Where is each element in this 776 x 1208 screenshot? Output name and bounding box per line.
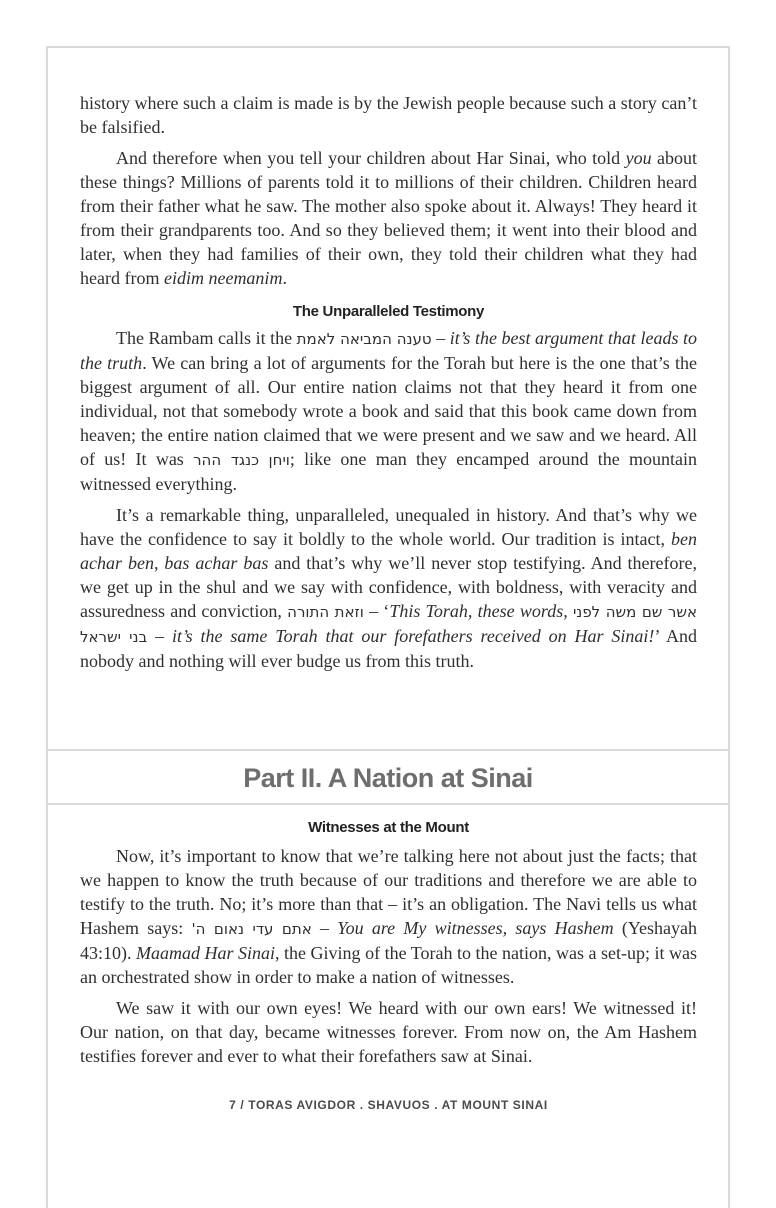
page-footer: 7 / TORAS AVIGDOR . SHAVUOS . AT MOUNT SINAI (229, 1098, 548, 1112)
text-run: And therefore when you tell your children about Har Sinai, who told (116, 148, 626, 168)
text-run: about these things? Millions of parents told it to millions of their children. Children heard from their father what he saw. The mother also spoke about it. Always! They heard it from their grandparents too. And so they believed them; it went into their blood and later, when they had families of their own, they told their children what they had heard from (80, 148, 698, 288)
text-run: , (153, 553, 165, 573)
text-run: Now, it’s important to know that we’re talking here not about just the facts; that we happen to know the truth because of our traditions and therefore we are able to testify to the truth. No; it’s more than that – it’s an obligation. The Navi tells us what Hashem says: (80, 846, 697, 938)
paragraph-group-2 (80, 326, 697, 673)
body-paragraph (80, 146, 697, 290)
italic-phrase: eidim neemanim (163, 268, 283, 288)
subheading-unparalleled-testimony: The Unparalleled Testimony (292, 303, 485, 320)
italic-phrase: You are My witnesses, says Hashem (337, 918, 614, 938)
paragraph-group-1 (80, 91, 697, 290)
text-run: . (282, 268, 287, 288)
hebrew-quote: אתם עדי נאום ה' (191, 920, 312, 938)
bottom-section (48, 805, 728, 1112)
text-run: – (431, 328, 450, 348)
italic-phrase: ben achar ben (80, 529, 697, 573)
text-run: and that’s why we’ll never stop testifying. And therefore, we get up in the shul and we say with confidence, with boldness, with veracity and assuredness and conviction, (80, 553, 697, 621)
italic-phrase: it’s the same Torah that our forefathers received on Har Sinai! (171, 626, 655, 646)
text-run: , the Giving of the Torah to the nation, was a set-up; it was an orchestrated show in order to make a nation of witnesses. (80, 943, 698, 987)
part-header (48, 751, 728, 803)
hebrew-quote: אשר שם משה לפני בני ישראל (80, 603, 698, 646)
top-section (48, 48, 728, 749)
hebrew-quote: וזאת התורה (287, 603, 364, 621)
text-run: The Rambam calls it the (116, 328, 297, 348)
part-title: Part II. A Nation at Sinai (243, 762, 533, 793)
text-run: – ‘ (363, 601, 390, 621)
paragraph-group-3 (80, 844, 697, 1068)
text-run: – (311, 918, 338, 938)
italic-phrase: This Torah, these words, (389, 601, 573, 621)
text-run: ’ And nobody and nothing will ever budge us from this truth. (80, 626, 697, 671)
italic-phrase: bas achar bas (164, 553, 269, 573)
text-run: – (147, 626, 172, 646)
text-run: (Yeshayah 43:10). (80, 918, 698, 963)
body-paragraph (80, 503, 697, 673)
italic-phrase: Maamad Har Sinai (136, 943, 276, 963)
text-run: It’s a remarkable thing, unparalleled, unequaled in history. And that’s why we have the confidence to say it boldly to the whole world. Our tradition is intact, (80, 505, 697, 549)
body-paragraph (80, 844, 697, 989)
italic-phrase: it’s the best argument that leads to the truth (80, 328, 697, 373)
text-run: ; like one man they encamped around the mountain witnessed everything. (80, 449, 697, 494)
body-paragraph (80, 91, 697, 139)
subheading-witnesses-at-the-mount: Witnesses at the Mount (308, 819, 469, 836)
text-run: history where such a claim is made is by the Jewish people because such a story can’t be falsified. (80, 93, 697, 137)
text-run: We saw it with our own eyes! We heard with our own ears! We witnessed it! Our nation, on that day, became witnesses forever. From now on, the Am Hashem testifies forever and ever to what their forefathers saw at Sinai. (80, 998, 697, 1066)
body-paragraph (80, 326, 697, 496)
italic-phrase: you (625, 148, 652, 168)
page-frame (46, 46, 730, 1208)
body-paragraph (80, 996, 697, 1068)
text-run: . We can bring a lot of arguments for the Torah but here is the one that’s the biggest argument of all. Our entire nation claims not that they heard it from one individual, not that somebody wrote a book and said that this book came down from heaven; the entire nation claimed that we were present and we saw and we heard. All of us! It was (80, 353, 697, 469)
hebrew-quote: טענה המביאה לאמת (296, 330, 432, 348)
hebrew-quote: ויחן כנגד ההר (193, 451, 290, 469)
